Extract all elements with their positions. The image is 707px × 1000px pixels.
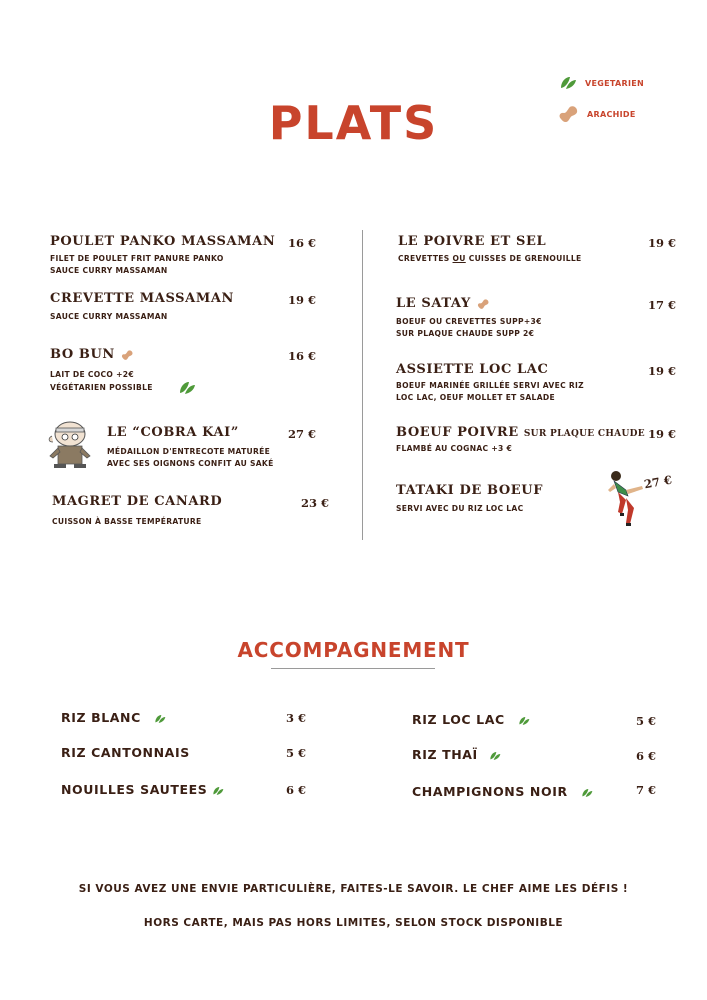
dish-name: BO BUN (50, 347, 134, 362)
dish-price: 27 € (288, 427, 317, 441)
dish-description: CREVETTES OU CUISSES DE GRENOUILLE (398, 254, 582, 263)
dish-price: 16 € (288, 236, 317, 250)
dish-description: LAIT DE COCO +2€ VÉGÉTARIEN POSSIBLE (50, 369, 196, 395)
leaf-icon (154, 714, 166, 724)
leaf-icon (518, 716, 530, 726)
cobra-kai-illustration (44, 418, 100, 470)
legend-vegetarian (559, 76, 644, 90)
peanut-icon (476, 298, 490, 310)
leaf-icon (212, 786, 224, 796)
dish-description: BOEUF OU CREVETTES SUPP+3€ SUR PLAQUE CHAUDE SUPP 2€ (396, 317, 542, 338)
dish-name: MAGRET DE CANARD (52, 494, 223, 509)
side-price: 3 € (286, 711, 307, 725)
leaf-icon (559, 76, 577, 90)
legend-vegetarian-label: VEGETARIEN (585, 78, 645, 88)
dish-price: 16 € (288, 349, 317, 363)
dish-price: 23 € (301, 496, 330, 510)
dish-name: ASSIETTE LOC LAC (396, 362, 549, 377)
dish-price: 27 € (642, 472, 674, 492)
leaf-icon (178, 381, 196, 395)
dish-description: BOEUF MARINÉE GRILLÉE SERVI AVEC RIZ LOC LAC, OEUF MOLLET ET SALADE (396, 381, 584, 402)
side-name: RIZ CANTONNAIS (61, 745, 190, 760)
side-name: CHAMPIGNONS NOIR (412, 784, 593, 799)
dish-name: TATAKI DE BOEUF (396, 483, 544, 498)
side-name: RIZ LOC LAC (412, 712, 530, 727)
dish-description: FLAMBÉ AU COGNAC +3 € (396, 444, 513, 453)
page-title: PLATS (268, 96, 439, 150)
dish-name: POULET PANKO MASSAMAN (50, 234, 276, 249)
footer-line-1: SI VOUS AVEZ UNE ENVIE PARTICULIÈRE, FAITES-LE SAVOIR. LE CHEF AIME LES DÉFIS ! (78, 883, 629, 895)
dish-description: CUISSON À BASSE TEMPÉRATURE (52, 517, 202, 526)
side-price: 5 € (286, 746, 307, 760)
dish-description: FILET DE POULET FRIT PANURE PANKO SAUCE CURRY MASSAMAN (50, 254, 224, 275)
side-price: 6 € (286, 783, 307, 797)
leaf-icon (581, 788, 593, 798)
dish-price: 19 € (648, 427, 677, 441)
dish-price: 19 € (288, 293, 317, 307)
column-divider (362, 230, 363, 540)
dish-description: SAUCE CURRY MASSAMAN (50, 312, 168, 321)
side-name: RIZ THAÏ (412, 747, 501, 762)
peanut-icon (120, 349, 134, 361)
dish-price: 19 € (648, 236, 677, 250)
legend-peanut-label: ARACHIDE (587, 109, 636, 119)
dish-name: BOEUF POIVRE SUR PLAQUE CHAUDE (396, 425, 645, 440)
dish-price: 17 € (648, 298, 677, 312)
dish-price: 19 € (648, 364, 677, 378)
dish-description: MÉDAILLON D'ENTRECOTE MATURÉE AVEC SES OIGNONS CONFIT AU SAKÉ (107, 447, 274, 468)
section-divider (271, 668, 435, 669)
side-name: RIZ BLANC (61, 710, 166, 725)
side-price: 7 € (636, 783, 657, 797)
side-name: NOUILLES SAUTEES (61, 782, 224, 797)
dish-name: CREVETTE MASSAMAN (50, 291, 234, 306)
dish-name: LE “COBRA KAI” (107, 425, 239, 440)
leaf-icon (489, 751, 501, 761)
footer-line-2: HORS CARTE, MAIS PAS HORS LIMITES, SELON STOCK DISPONIBLE (143, 917, 564, 929)
side-price: 6 € (636, 749, 657, 763)
dish-name: LE POIVRE ET SEL (398, 234, 547, 249)
dish-description: SERVI AVEC DU RIZ LOC LAC (396, 504, 524, 513)
section-title: ACCOMPAGNEMENT (237, 638, 470, 662)
side-price: 5 € (636, 714, 657, 728)
dish-name: LE SATAY (396, 296, 490, 311)
